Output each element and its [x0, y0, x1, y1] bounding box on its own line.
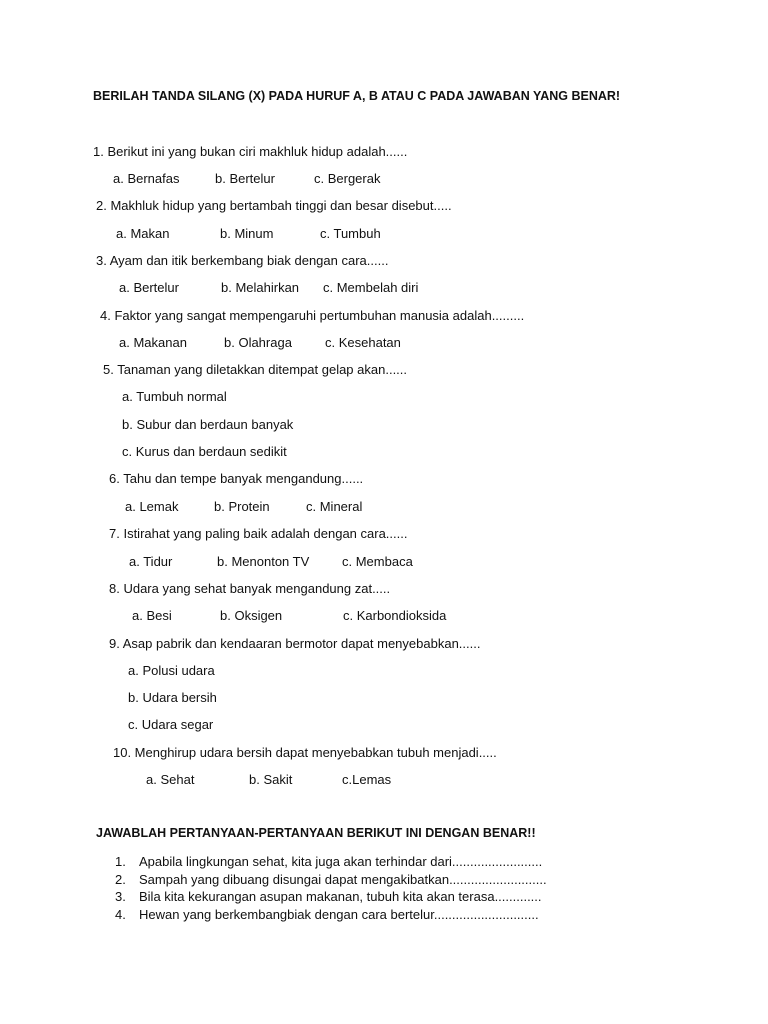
question-8-option-b: b. Oksigen [220, 608, 283, 623]
essay-item-1-number: 1. [115, 854, 126, 869]
question-7-option-c: c. Membaca [342, 554, 413, 569]
question-4-option-c: c. Kesehatan [325, 335, 401, 350]
question-10: 10. Menghirup udara bersih dapat menyebabkan tubuh menjadi..... [113, 745, 497, 760]
question-9-option-a: a. Polusi udara [128, 663, 215, 678]
question-9-option-c: c. Udara segar [128, 717, 214, 732]
essay-item-4-number: 4. [115, 907, 126, 922]
essay-item-2: Sampah yang dibuang disungai dapat mengakibatkan........................... [139, 872, 547, 887]
essay-item-1: Apabila lingkungan sehat, kita juga akan terhindar dari......................... [139, 854, 543, 869]
question-5: 5. Tanaman yang diletakkan ditempat gelap akan...... [103, 362, 408, 377]
question-10-option-b: b. Sakit [249, 772, 293, 787]
essay-item-3-number: 3. [115, 889, 126, 904]
question-1-option-b: b. Bertelur [215, 171, 275, 186]
question-3: 3. Ayam dan itik berkembang biak dengan cara...... [96, 253, 389, 268]
question-7-option-b: b. Menonton TV [217, 554, 310, 569]
question-3-option-b: b. Melahirkan [221, 280, 300, 295]
question-6-option-c: c. Mineral [306, 499, 363, 514]
question-6-option-b: b. Protein [214, 499, 270, 514]
question-7-option-a: a. Tidur [129, 554, 173, 569]
question-9-option-b: b. Udara bersih [128, 690, 217, 705]
question-3-option-c: c. Membelah diri [323, 280, 419, 295]
question-1-option-a: a. Bernafas [113, 171, 180, 186]
question-10-option-c: c.Lemas [342, 772, 392, 787]
question-6: 6. Tahu dan tempe banyak mengandung...... [109, 471, 364, 486]
essay-item-2-number: 2. [115, 872, 126, 887]
question-1: 1. Berikut ini yang bukan ciri makhluk hidup adalah...... [93, 144, 408, 159]
question-7: 7. Istirahat yang paling baik adalah dengan cara...... [109, 526, 408, 541]
question-2: 2. Makhluk hidup yang bertambah tinggi dan besar disebut..... [96, 198, 452, 213]
question-4: 4. Faktor yang sangat mempengaruhi pertumbuhan manusia adalah......... [100, 308, 525, 323]
section-a-heading: BERILAH TANDA SILANG (X) PADA HURUF A, B ATAU C PADA JAWABAN YANG BENAR! [93, 89, 621, 103]
question-8-option-c: c. Karbondioksida [343, 608, 447, 623]
essay-item-4: Hewan yang berkembangbiak dengan cara bertelur............................. [139, 907, 539, 922]
question-2-option-a: a. Makan [116, 226, 170, 241]
section-b-heading: JAWABLAH PERTANYAAN-PERTANYAAN BERIKUT INI DENGAN BENAR!! [96, 826, 536, 840]
essay-item-3: Bila kita kekurangan asupan makanan, tubuh kita akan terasa............. [139, 889, 542, 904]
question-10-option-a: a. Sehat [146, 772, 195, 787]
question-4-option-b: b. Olahraga [224, 335, 292, 350]
question-3-option-a: a. Bertelur [119, 280, 179, 295]
question-5-option-c: c. Kurus dan berdaun sedikit [122, 444, 287, 459]
question-5-option-b: b. Subur dan berdaun banyak [122, 417, 294, 432]
question-8-option-a: a. Besi [132, 608, 172, 623]
question-5-option-a: a. Tumbuh normal [122, 389, 227, 404]
question-9: 9. Asap pabrik dan kendaaran bermotor dapat menyebabkan...... [109, 636, 481, 651]
question-1-option-c: c. Bergerak [314, 171, 381, 186]
question-4-option-a: a. Makanan [119, 335, 187, 350]
question-8: 8. Udara yang sehat banyak mengandung zat..... [109, 581, 391, 596]
question-6-option-a: a. Lemak [125, 499, 179, 514]
question-2-option-b: b. Minum [220, 226, 274, 241]
question-2-option-c: c. Tumbuh [320, 226, 381, 241]
